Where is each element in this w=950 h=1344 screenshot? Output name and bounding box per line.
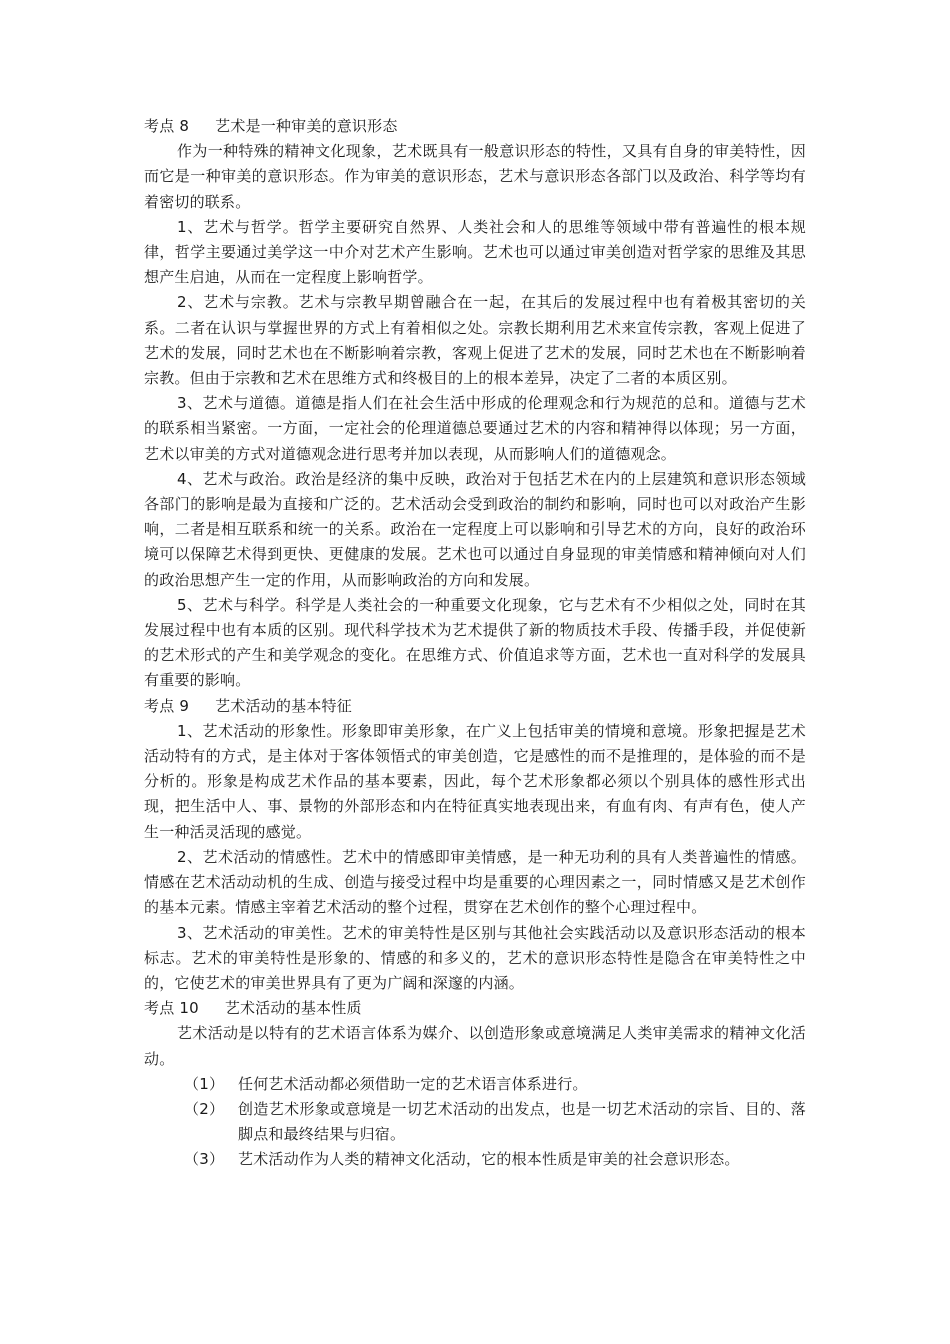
item-number: （2）	[184, 1099, 225, 1118]
paragraph: 1、艺术与哲学。哲学主要研究自然界、人类社会和人的思维等领域中带有普遍性的根本规律，哲学主要通过美学这一中介对艺术产生影响。艺术也可以通过审美创造对哲学家的思维及其思想产生启迪，从而在一定程度上影响哲学。	[144, 217, 806, 287]
section-number: 考点 8	[144, 117, 190, 135]
numbered-item	[144, 1097, 806, 1147]
paragraph: 2、艺术活动的情感性。艺术中的情感即审美情感，是一种无功利的具有人类普遍性的情感。情感在艺术活动动机的生成、创造与接受过程中均是重要的心理因素之一，同时情感又是艺术创作的基本元素。情感主宰着艺术活动的整个过程，贯穿在艺术创作的整个心理过程中。	[144, 847, 806, 917]
item-number: （3）	[184, 1150, 225, 1169]
section-title: 艺术活动的基本特征	[215, 696, 352, 715]
paragraph: 艺术活动是以特有的艺术语言体系为媒介、以创造形象或意境满足人类审美需求的精神文化活动。	[144, 1024, 806, 1068]
item-text: 任何艺术活动都必须借助一定的艺术语言体系进行。	[238, 1074, 588, 1093]
section-kaodian-8	[144, 114, 806, 694]
numbered-item	[144, 1147, 806, 1172]
paragraph: 2、艺术与宗教。艺术与宗教早期曾融合在一起，在其后的发展过程中也有着极其密切的关系。二者在认识与掌握世界的方式上有着相似之处。宗教长期利用艺术来宣传宗教，客观上促进了艺术的发展，同时艺术也在不断影响着宗教，客观上促进了艺术的发展，同时艺术也在不断影响着宗教。但由于宗教和艺术在思维方式和终极目的上的根本差异，决定了二者的本质区别。	[144, 293, 806, 388]
paragraph: 作为一种特殊的精神文化现象，艺术既具有一般意识形态的特性，又具有自身的审美特性，因而它是一种审美的意识形态。作为审美的意识形态，艺术与意识形态各部门以及政治、科学等均有着密切的联系。	[144, 142, 806, 211]
section-heading	[144, 996, 806, 1021]
section-kaodian-9	[144, 694, 806, 996]
section-number: 考点 10	[144, 999, 199, 1018]
paragraph: 4、艺术与政治。政治是经济的集中反映，政治对于包括艺术在内的上层建筑和意识形态领域各部门的影响是最为直接和广泛的。艺术活动会受到政治的制约和影响，同时也可以对政治产生影响，二者是相互联系和统一的关系。政治在一定程度上可以影响和引导艺术的方向，良好的政治环境可以保障艺术得到更快、更健康的发展。艺术也可以通过自身显现的审美情感和精神倾向对人们的政治思想产生一定的作用，从而影响政治的方向和发展。	[144, 469, 806, 589]
section-kaodian-10	[144, 996, 806, 1172]
paragraph: 5、艺术与科学。科学是人类社会的一种重要文化现象，它与艺术有不少相似之处，同时在其发展过程中也有本质的区别。现代科学技术为艺术提供了新的物质技术手段、传播手段，并促使新的艺术形式的产生和美学观念的变化。在思维方式、价值追求等方面，艺术也一直对科学的发展具有重要的影响。	[144, 595, 806, 690]
item-text: 创造艺术形象或意境是一切艺术活动的出发点，也是一切艺术活动的宗旨、目的、落脚点和最终结果与归宿。	[238, 1099, 806, 1144]
section-heading	[144, 694, 806, 719]
section-heading	[144, 114, 806, 139]
numbered-item	[144, 1072, 806, 1097]
section-title: 艺术是一种审美的意识形态	[215, 117, 398, 135]
item-text: 艺术活动作为人类的精神文化活动，它的根本性质是审美的社会意识形态。	[238, 1150, 740, 1169]
document-body	[144, 114, 806, 1173]
item-number: （1）	[184, 1074, 225, 1093]
section-number: 考点 9	[144, 696, 190, 715]
section-title: 艺术活动的基本性质	[224, 999, 362, 1018]
paragraph: 3、艺术与道德。道德是指人们在社会生活中形成的伦理观念和行为规范的总和。道德与艺术的联系相当紧密。一方面，一定社会的伦理道德总要通过艺术的内容和精神得以体现；另一方面，艺术以审美的方式对道德观念进行思考并加以表现，从而影响人们的道德观念。	[144, 394, 806, 463]
paragraph: 3、艺术活动的审美性。艺术的审美特性是区别与其他社会实践活动以及意识形态活动的根本标志。艺术的审美特性是形象的、情感的和多义的，艺术的意识形态特性是隐含在审美特性之中的，它使艺术的审美世界具有了更为广阔和深邃的内涵。	[144, 923, 806, 992]
paragraph: 1、艺术活动的形象性。形象即审美形象，在广义上包括审美的情境和意境。形象把握是艺术活动特有的方式，是主体对于客体领悟式的审美创造，它是感性的而不是推理的，是体验的而不是分析的。形象是构成艺术作品的基本要素，因此，每个艺术形象都必须以个别具体的感性形式出现，把生活中人、事、景物的外部形态和内在特征真实地表现出来，有血有肉、有声有色，使人产生一种活灵活现的感觉。	[144, 721, 806, 841]
